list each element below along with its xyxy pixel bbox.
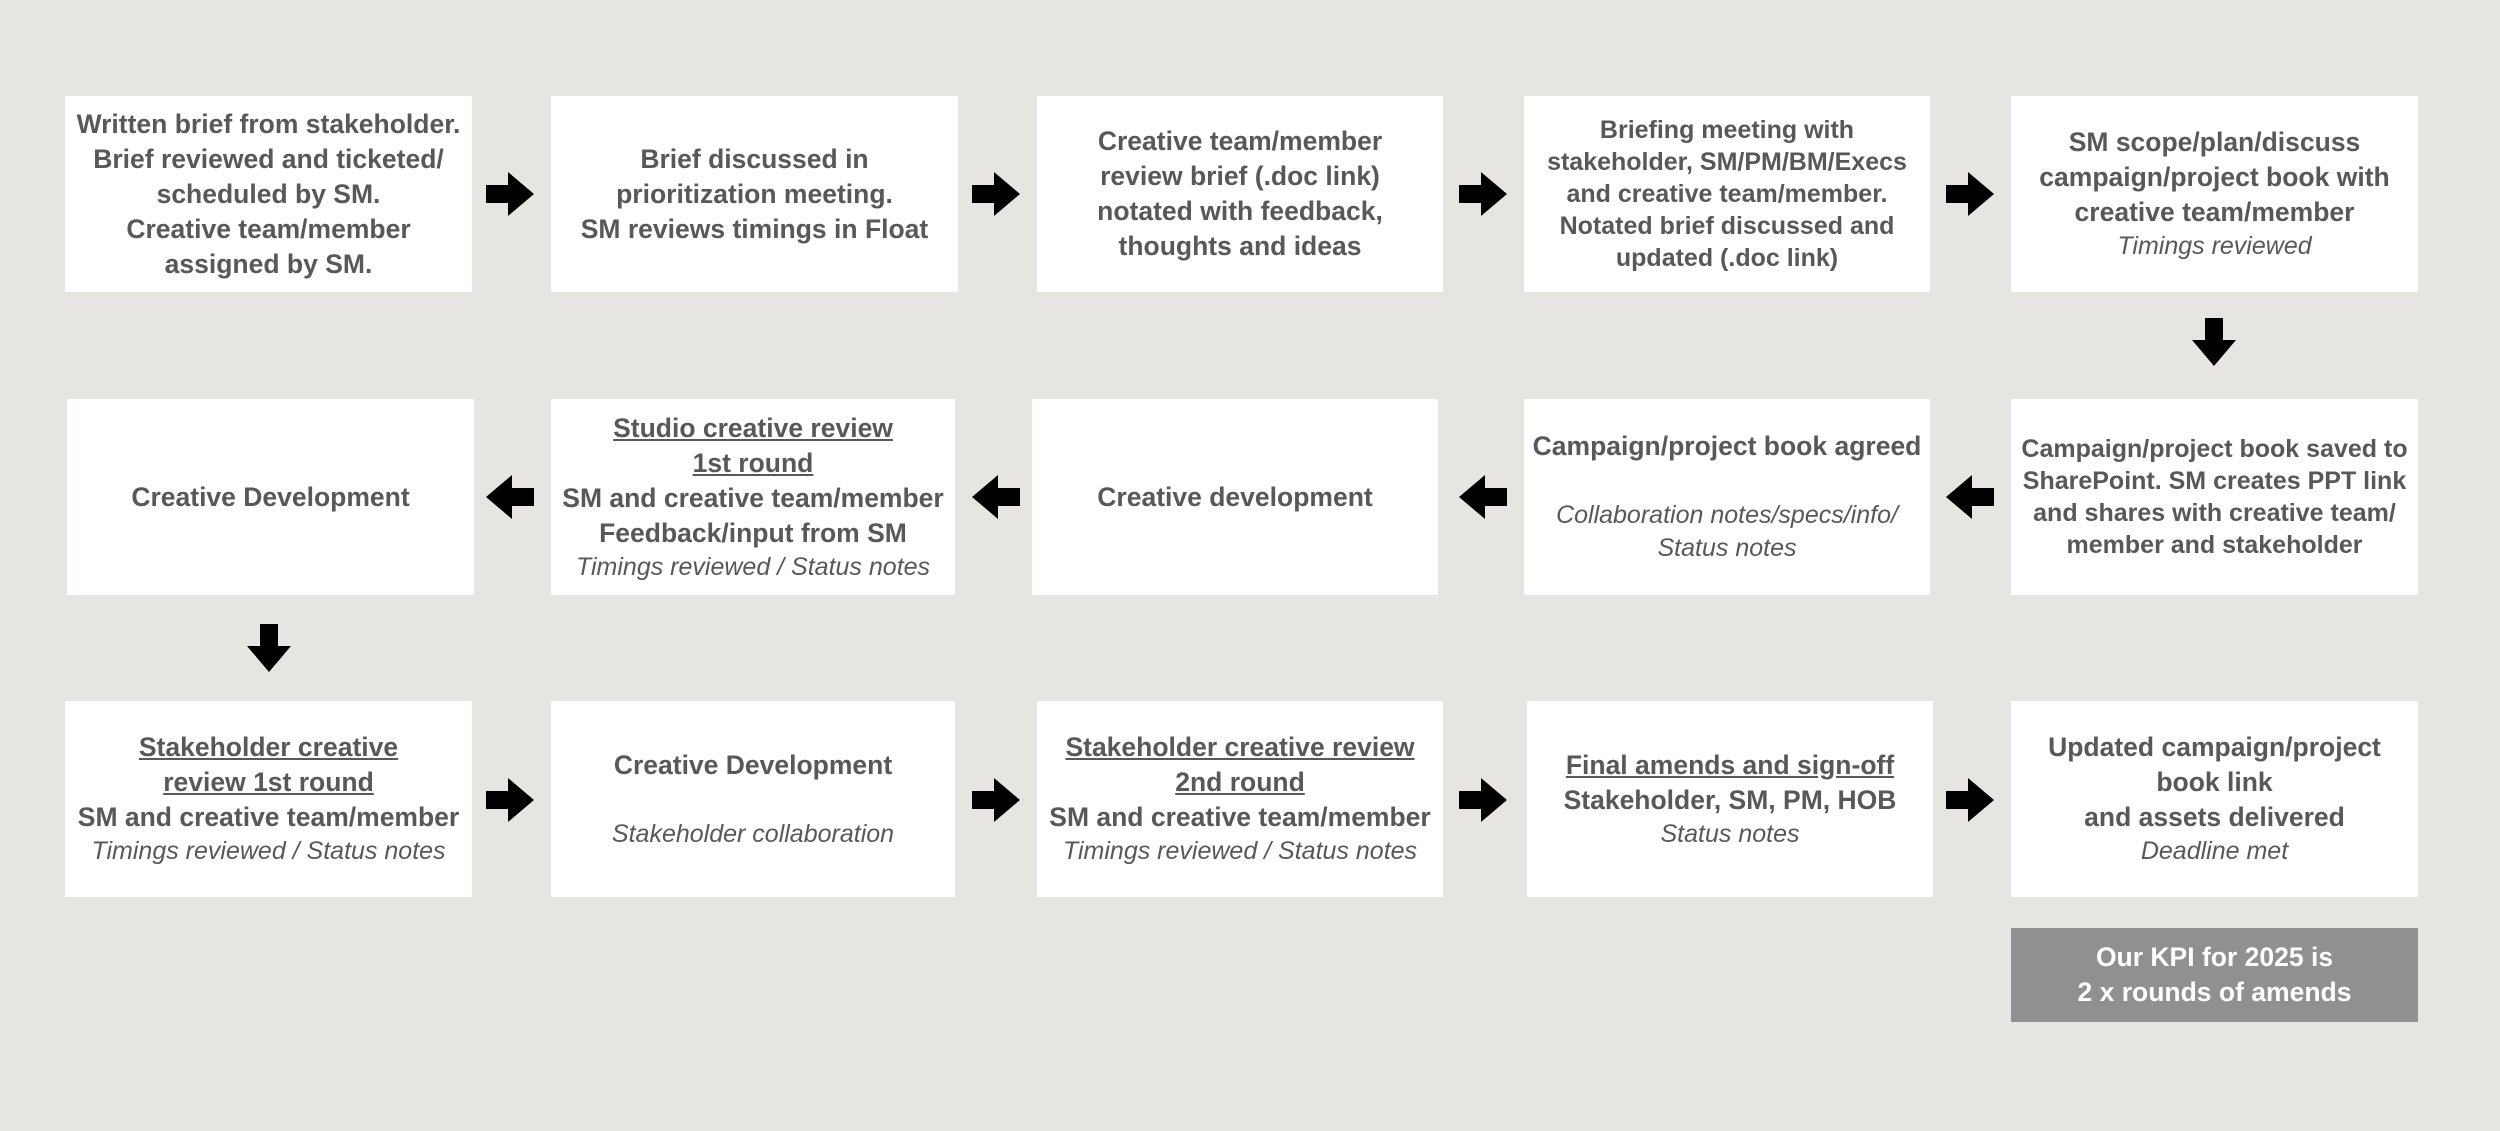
step-book-saved xyxy=(2011,399,2418,595)
step-text: member and stakeholder xyxy=(2066,531,2363,559)
step-title: review 1st round xyxy=(163,767,374,797)
step-text: campaign/project book with xyxy=(2039,162,2390,192)
step-note: Stakeholder collaboration xyxy=(611,819,895,848)
step-note: Timings reviewed / Status notes xyxy=(91,837,446,865)
step-text: Stakeholder, SM, PM, HOB xyxy=(1563,784,1897,815)
step-text: assigned by SM. xyxy=(164,248,373,279)
step-text: creative team/member xyxy=(2074,197,2355,227)
step-text: Campaign/project book saved to xyxy=(2021,435,2408,463)
step-final-amends xyxy=(1527,701,1933,897)
step-text: notated with feedback, xyxy=(1097,196,1383,226)
step-text: and creative team/member. xyxy=(1566,180,1888,208)
step-creative-development-2 xyxy=(67,399,474,595)
step-text: SM scope/plan/discuss xyxy=(2068,127,2361,157)
step-updated-book xyxy=(2011,701,2418,897)
step-text: scheduled by SM. xyxy=(156,178,381,209)
step-creative-review-brief xyxy=(1037,96,1443,292)
step-text: SM and creative team/member xyxy=(562,482,944,513)
step-studio-review xyxy=(551,399,955,595)
arrow-left-icon xyxy=(1946,473,1994,521)
step-text: SM and creative team/member xyxy=(1049,802,1431,832)
step-text: book link xyxy=(2156,767,2273,797)
step-text: Creative team/member xyxy=(1097,126,1383,156)
step-title: Stakeholder creative review xyxy=(1065,732,1415,762)
arrow-down-icon xyxy=(2190,318,2238,366)
step-title: Stakeholder creative xyxy=(138,732,399,762)
step-text: Brief reviewed and ticketed/ xyxy=(93,143,444,174)
arrow-left-icon xyxy=(972,473,1020,521)
step-written-brief xyxy=(65,96,472,292)
kpi-text: 2 x rounds of amends xyxy=(2077,977,2352,1007)
arrow-right-icon xyxy=(486,170,534,218)
step-text: Creative team/member xyxy=(126,213,411,244)
step-brief-discussed xyxy=(551,96,958,292)
step-text: Feedback/input from SM xyxy=(599,517,907,548)
step-text: Notated brief discussed and xyxy=(1559,212,1895,240)
step-text: updated (.doc link) xyxy=(1615,244,1839,272)
step-sm-scope xyxy=(2011,96,2418,292)
step-creative-development-3 xyxy=(551,701,955,897)
step-text: SM and creative team/member xyxy=(77,802,460,832)
step-book-agreed xyxy=(1524,399,1930,595)
step-stakeholder-review-2 xyxy=(1037,701,1443,897)
kpi-box xyxy=(2011,928,2418,1022)
step-note: Collaboration notes/specs/info/ xyxy=(1556,501,1898,529)
step-text: Briefing meeting with xyxy=(1599,116,1855,144)
step-title: Creative Development xyxy=(613,749,893,780)
kpi-text: Our KPI for 2025 is xyxy=(2095,942,2334,972)
arrow-right-icon xyxy=(1459,170,1507,218)
step-title: Creative Development xyxy=(131,481,410,512)
step-note: Deadline met xyxy=(2140,837,2289,865)
arrow-down-icon xyxy=(245,624,293,672)
step-briefing-meeting xyxy=(1524,96,1930,292)
step-text: Brief discussed in xyxy=(640,143,869,174)
step-title: Campaign/project book agreed xyxy=(1532,431,1922,461)
step-stakeholder-review-1 xyxy=(65,701,472,897)
arrow-right-icon xyxy=(486,776,534,824)
step-creative-development xyxy=(1032,399,1438,595)
step-note: Status notes xyxy=(1660,819,1800,848)
step-text: SM reviews timings in Float xyxy=(580,213,929,244)
step-text: and assets delivered xyxy=(2084,802,2345,832)
step-text: SharePoint. SM creates PPT link xyxy=(2022,467,2407,495)
step-title: 1st round xyxy=(692,447,814,478)
step-text: thoughts and ideas xyxy=(1118,231,1362,261)
arrow-right-icon xyxy=(1946,776,1994,824)
arrow-right-icon xyxy=(1459,776,1507,824)
step-text: and shares with creative team/ xyxy=(2033,499,2396,527)
arrow-left-icon xyxy=(486,473,534,521)
arrow-right-icon xyxy=(972,776,1020,824)
arrow-left-icon xyxy=(1459,473,1507,521)
step-text: prioritization meeting. xyxy=(616,178,893,209)
step-title: Final amends and sign-off xyxy=(1565,749,1895,780)
step-note: Status notes xyxy=(1657,534,1797,562)
arrow-right-icon xyxy=(972,170,1020,218)
step-title: Studio creative review xyxy=(613,412,893,443)
step-title: Creative development xyxy=(1097,481,1373,512)
arrow-right-icon xyxy=(1946,170,1994,218)
step-title: 2nd round xyxy=(1175,767,1305,797)
step-note: Timings reviewed xyxy=(2117,232,2312,260)
step-note: Timings reviewed / Status notes xyxy=(1062,837,1418,865)
step-text: stakeholder, SM/PM/BM/Execs xyxy=(1547,148,1907,176)
step-text: Written brief from stakeholder. xyxy=(76,108,461,139)
step-text: Updated campaign/project xyxy=(2048,732,2381,762)
step-text: review brief (.doc link) xyxy=(1100,161,1380,191)
step-note: Timings reviewed / Status notes xyxy=(575,552,931,581)
